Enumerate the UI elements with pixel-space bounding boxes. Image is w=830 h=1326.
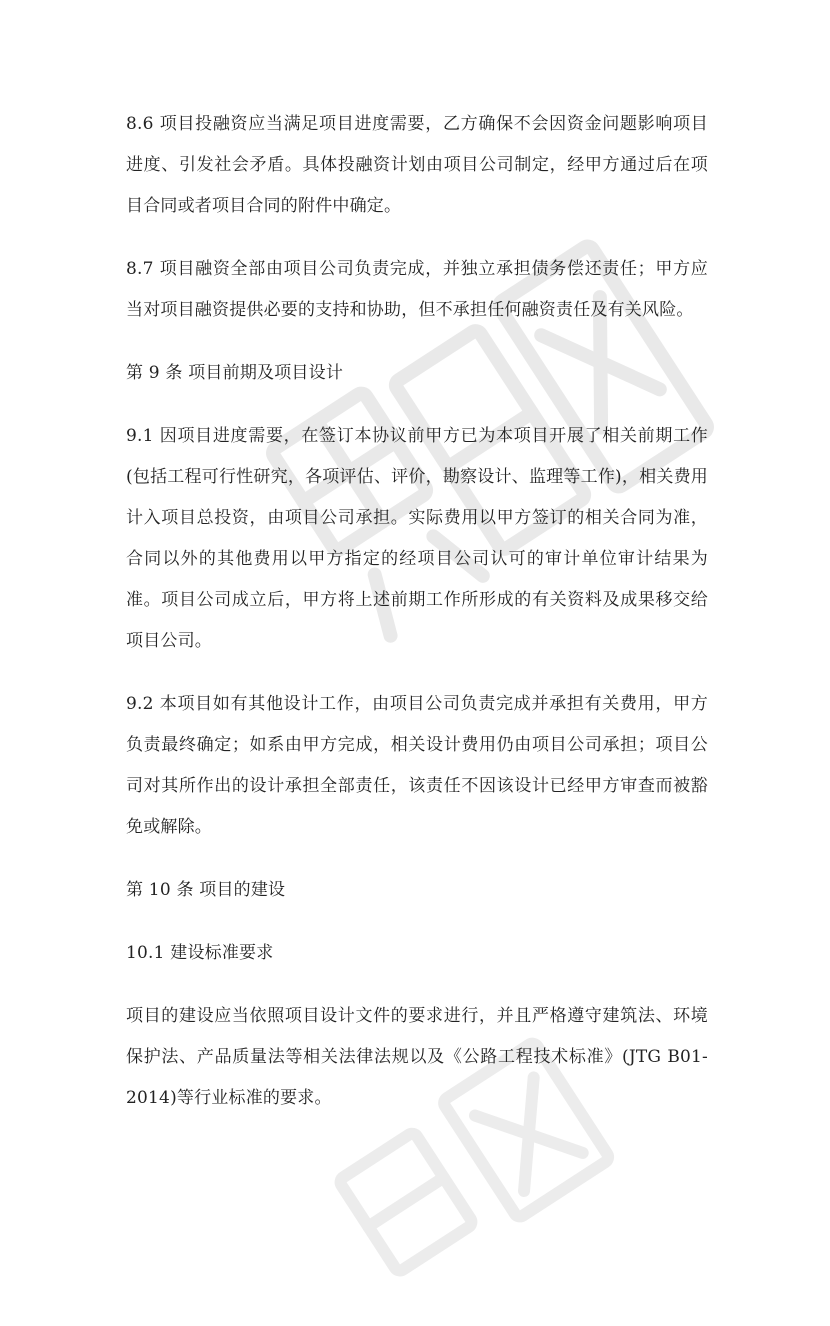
document-body (126, 104, 708, 1119)
clause-8-7: 8.7 项目融资全部由项目公司负责完成，并独立承担债务偿还责任；甲方应当对项目融资提供必要的支持和协助，但不承担任何融资责任及有关风险。 (126, 259, 708, 320)
clause-10-1-heading: 10.1 建设标准要求 (126, 943, 274, 963)
clause-10-1-body: 项目的建设应当依照项目设计文件的要求进行，并且严格遵守建筑法、环境保护法、产品质量法等相关法律法规以及《公路工程技术标准》(JTG B01-2014)等行业标准的要求。 (126, 1006, 708, 1108)
clause-9-2: 9.2 本项目如有其他设计工作，由项目公司负责完成并承担有关费用，甲方负责最终确定；如系由甲方完成，相关设计费用仍由项目公司承担；项目公司对其所作出的设计承担全部责任，该责任不因该设计已经甲方审查而被豁免或解除。 (126, 694, 708, 837)
clause-9-1: 9.1 因项目进度需要，在签订本协议前甲方已为本项目开展了相关前期工作(包括工程可行性研究，各项评估、评价，勘察设计、监理等工作)，相关费用计入项目总投资，由项目公司承担。实际费用以甲方签订的相关合同为准，合同以外的其他费用以甲方指定的经项目公司认可的审计单位审计结果为准。项目公司成立后，甲方将上述前期工作所形成的有关资料及成果移交给项目公司。 (126, 426, 708, 651)
article-9-heading: 第 9 条 项目前期及项目设计 (126, 363, 344, 383)
clause-8-6: 8.6 项目投融资应当满足项目进度需要，乙方确保不会因资金问题影响项目进度、引发社会矛盾。具体投融资计划由项目公司制定，经甲方通过后在项目合同或者项目合同的附件中确定。 (126, 114, 708, 216)
article-10-heading: 第 10 条 项目的建设 (126, 880, 286, 900)
